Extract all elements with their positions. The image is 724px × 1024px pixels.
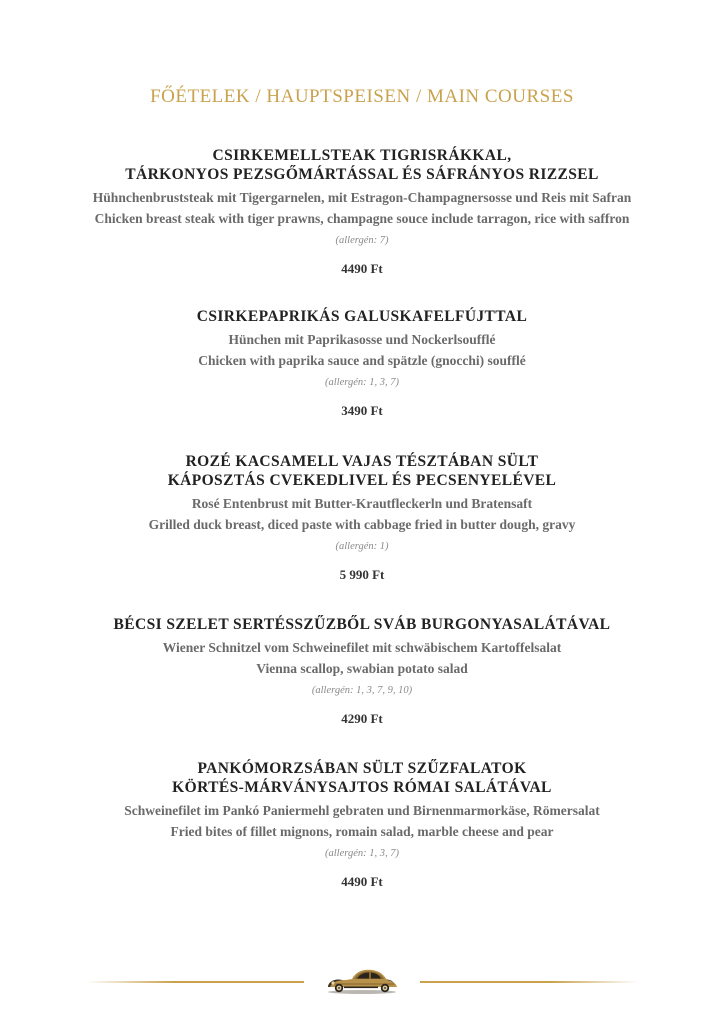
footer-divider-right (420, 981, 638, 983)
dish-price: 4290 Ft (341, 711, 383, 726)
menu-item (0, 452, 724, 583)
menu-item (0, 759, 724, 890)
dish-name: KÁPOSZTÁS CVEKEDLIVEL ÉS PECSENYELÉVEL (167, 472, 557, 489)
dish-name: BÉCSI SZELET SERTÉSSZŰZBŐL SVÁB BURGONYASALÁTÁVAL (113, 616, 611, 633)
allergen-info: (allergén: 1) (335, 541, 389, 552)
dish-description-en: Fried bites of fillet mignons, romain salad, marble cheese and pear (170, 824, 554, 839)
footer-divider-left (86, 981, 304, 983)
dish-description-de: Hühnchenbruststeak mit Tigergarnelen, mit Estragon-Champagnersosse und Reis mit Safran (92, 190, 632, 205)
menu-item (0, 307, 724, 419)
dish-name: CSIRKEPAPRIKÁS GALUSKAFELFÚJTTAL (196, 308, 528, 325)
allergen-info: (allergén: 1, 3, 7) (325, 377, 399, 388)
dish-price: 4490 Ft (341, 261, 383, 276)
dish-description-de: Schweinefilet im Pankó Paniermehl gebraten und Birnenmarmorkäse, Römersalat (124, 803, 600, 818)
dish-price: 4490 Ft (341, 874, 383, 889)
dish-description-en: Chicken breast steak with tiger prawns, champagne souce include tarragon, rice with saffron (94, 211, 630, 226)
allergen-info: (allergén: 7) (335, 235, 389, 246)
dish-name: KÖRTÉS-MÁRVÁNYSAJTOS RÓMAI SALÁTÁVAL (172, 779, 552, 796)
dish-description-en: Grilled duck breast, diced paste with cabbage fried in butter dough, gravy (148, 517, 576, 532)
dish-name: PANKÓMORZSÁBAN SÜLT SZŰZFALATOK (197, 760, 527, 777)
allergen-info: (allergén: 1, 3, 7, 9, 10) (311, 685, 413, 696)
dish-price: 3490 Ft (341, 403, 383, 418)
page-title: FŐÉTELEK / HAUPTSPEISEN / MAIN COURSES (150, 86, 574, 107)
dish-description-de: Wiener Schnitzel vom Schweinefilet mit schwäbischem Kartoffelsalat (162, 640, 562, 655)
dish-description-en: Chicken with paprika sauce and spätzle (gnocchi) soufflé (198, 353, 526, 368)
dish-name: TÁRKONYOS PEZSGŐMÁRTÁSSAL ÉS SÁFRÁNYOS RIZZSEL (125, 166, 599, 183)
dish-description-de: Rosé Entenbrust mit Butter-Krautfleckerln und Bratensaft (191, 496, 533, 511)
dish-price: 5 990 Ft (339, 567, 385, 582)
vintage-car-icon (324, 965, 400, 995)
menu-item (0, 146, 724, 277)
menu-item (0, 615, 724, 727)
dish-name: ROZÉ KACSAMELL VAJAS TÉSZTÁBAN SÜLT (185, 453, 539, 470)
dish-name: CSIRKEMELLSTEAK TIGRISRÁKKAL, (212, 147, 512, 164)
dish-description-en: Vienna scallop, swabian potato salad (256, 661, 468, 676)
dish-description-de: Hünchen mit Paprikasosse und Nockerlsoufflé (228, 332, 496, 347)
allergen-info: (allergén: 1, 3, 7) (325, 848, 399, 859)
